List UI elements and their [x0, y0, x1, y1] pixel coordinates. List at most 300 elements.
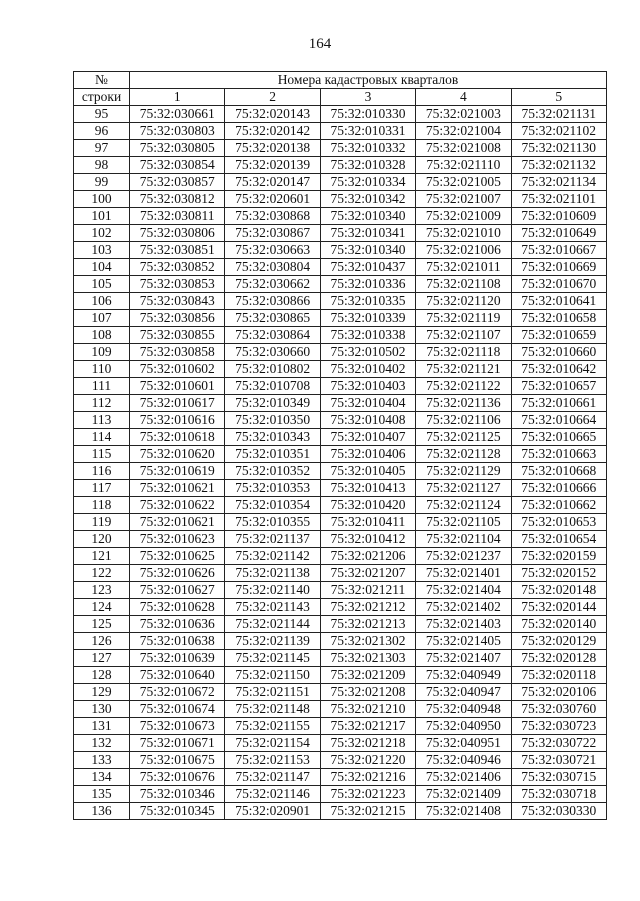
cadastral-number-cell: 75:32:010654	[511, 531, 606, 548]
table-row	[74, 276, 607, 293]
cadastral-number-cell: 75:32:010616	[130, 412, 225, 429]
cadastral-number-cell: 75:32:021154	[225, 735, 320, 752]
cadastral-number-cell: 75:32:021132	[511, 157, 606, 174]
cadastral-number-cell: 75:32:010642	[511, 361, 606, 378]
cadastral-number-cell: 75:32:030864	[225, 327, 320, 344]
cadastral-number-cell: 75:32:010328	[320, 157, 415, 174]
cadastral-number-cell: 75:32:021105	[416, 514, 511, 531]
cadastral-number-cell: 75:32:030858	[130, 344, 225, 361]
cadastral-number-cell: 75:32:030715	[511, 769, 606, 786]
cadastral-number-cell: 75:32:010403	[320, 378, 415, 395]
cadastral-number-cell: 75:32:021101	[511, 191, 606, 208]
cadastral-number-cell: 75:32:010342	[320, 191, 415, 208]
cadastral-number-cell: 75:32:030853	[130, 276, 225, 293]
row-number-cell: 123	[74, 582, 130, 599]
row-number-cell: 119	[74, 514, 130, 531]
row-number-cell: 108	[74, 327, 130, 344]
cadastral-number-cell: 75:32:010659	[511, 327, 606, 344]
cadastral-number-cell: 75:32:010621	[130, 514, 225, 531]
cadastral-number-cell: 75:32:021145	[225, 650, 320, 667]
cadastral-number-cell: 75:32:021104	[416, 531, 511, 548]
cadastral-number-cell: 75:32:010619	[130, 463, 225, 480]
cadastral-number-cell: 75:32:021409	[416, 786, 511, 803]
cadastral-number-cell: 75:32:010672	[130, 684, 225, 701]
row-number-cell: 101	[74, 208, 130, 225]
cadastral-number-cell: 75:32:020118	[511, 667, 606, 684]
cadastral-number-cell: 75:32:030843	[130, 293, 225, 310]
cadastral-number-cell: 75:32:021124	[416, 497, 511, 514]
cadastral-number-cell: 75:32:021136	[416, 395, 511, 412]
cadastral-number-cell: 75:32:021210	[320, 701, 415, 718]
row-number-cell: 114	[74, 429, 130, 446]
cadastral-number-cell: 75:32:010353	[225, 480, 320, 497]
cadastral-number-cell: 75:32:021404	[416, 582, 511, 599]
row-number-cell: 118	[74, 497, 130, 514]
table-row	[74, 565, 607, 582]
cadastral-number-cell: 75:32:010339	[320, 310, 415, 327]
cadastral-number-cell: 75:32:021148	[225, 701, 320, 718]
cadastral-number-cell: 75:32:020129	[511, 633, 606, 650]
row-number-cell: 100	[74, 191, 130, 208]
cadastral-number-cell: 75:32:021150	[225, 667, 320, 684]
cadastral-number-cell: 75:32:010349	[225, 395, 320, 412]
cadastral-number-cell: 75:32:010334	[320, 174, 415, 191]
table-row	[74, 548, 607, 565]
table-row	[74, 650, 607, 667]
row-number-cell: 96	[74, 123, 130, 140]
table-row	[74, 769, 607, 786]
cadastral-number-cell: 75:32:021403	[416, 616, 511, 633]
cadastral-number-cell: 75:32:010639	[130, 650, 225, 667]
cadastral-number-cell: 75:32:021127	[416, 480, 511, 497]
table-row	[74, 446, 607, 463]
cadastral-number-cell: 75:32:030662	[225, 276, 320, 293]
cadastral-number-cell: 75:32:020147	[225, 174, 320, 191]
column-header: 5	[511, 89, 606, 106]
cadastral-number-cell: 75:32:021407	[416, 650, 511, 667]
cadastral-number-cell: 75:32:010330	[320, 106, 415, 123]
table-row	[74, 242, 607, 259]
cadastral-number-cell: 75:32:030806	[130, 225, 225, 242]
cadastral-number-cell: 75:32:010622	[130, 497, 225, 514]
row-number-cell: 99	[74, 174, 130, 191]
row-number-cell: 134	[74, 769, 130, 786]
cadastral-number-cell: 75:32:010620	[130, 446, 225, 463]
row-number-cell: 107	[74, 310, 130, 327]
cadastral-number-cell: 75:32:030856	[130, 310, 225, 327]
cadastral-number-cell: 75:32:021144	[225, 616, 320, 633]
row-number-cell: 125	[74, 616, 130, 633]
cadastral-number-cell: 75:32:010674	[130, 701, 225, 718]
cadastral-number-cell: 75:32:021211	[320, 582, 415, 599]
table-row	[74, 157, 607, 174]
row-number-cell: 115	[74, 446, 130, 463]
cadastral-number-cell: 75:32:021406	[416, 769, 511, 786]
cadastral-number-cell: 75:32:021405	[416, 633, 511, 650]
table-row	[74, 582, 607, 599]
cadastral-number-cell: 75:32:030812	[130, 191, 225, 208]
cadastral-number-cell: 75:32:010671	[130, 735, 225, 752]
cadastral-number-cell: 75:32:030854	[130, 157, 225, 174]
table-row	[74, 293, 607, 310]
table-row	[74, 718, 607, 735]
row-number-cell: 103	[74, 242, 130, 259]
page-number: 164	[308, 36, 332, 52]
cadastral-number-cell: 75:32:021139	[225, 633, 320, 650]
cadastral-number-cell: 75:32:021303	[320, 650, 415, 667]
cadastral-number-cell: 75:32:010407	[320, 429, 415, 446]
row-number-cell: 104	[74, 259, 130, 276]
cadastral-number-cell: 75:32:030723	[511, 718, 606, 735]
cadastral-number-cell: 75:32:030718	[511, 786, 606, 803]
cadastral-number-cell: 75:32:021147	[225, 769, 320, 786]
cadastral-number-cell: 75:32:010649	[511, 225, 606, 242]
cadastral-number-cell: 75:32:010623	[130, 531, 225, 548]
cadastral-number-cell: 75:32:010404	[320, 395, 415, 412]
row-number-cell: 95	[74, 106, 130, 123]
cadastral-number-cell: 75:32:040950	[416, 718, 511, 735]
cadastral-number-cell: 75:32:030722	[511, 735, 606, 752]
cadastral-number-cell: 75:32:010335	[320, 293, 415, 310]
cadastral-number-cell: 75:32:010636	[130, 616, 225, 633]
table-row	[74, 140, 607, 157]
cadastral-number-cell: 75:32:010345	[130, 803, 225, 820]
row-number-cell: 131	[74, 718, 130, 735]
cadastral-number-cell: 75:32:021106	[416, 412, 511, 429]
cadastral-number-cell: 75:32:021206	[320, 548, 415, 565]
row-number-header: №	[74, 72, 130, 89]
cadastral-number-cell: 75:32:010657	[511, 378, 606, 395]
cadastral-number-cell: 75:32:030330	[511, 803, 606, 820]
cadastral-number-cell: 75:32:010609	[511, 208, 606, 225]
table-row	[74, 378, 607, 395]
row-number-cell: 109	[74, 344, 130, 361]
cadastral-number-cell: 75:32:021153	[225, 752, 320, 769]
cadastral-number-cell: 75:32:010658	[511, 310, 606, 327]
table-row	[74, 480, 607, 497]
cadastral-number-cell: 75:32:010341	[320, 225, 415, 242]
cadastral-number-cell: 75:32:030661	[130, 106, 225, 123]
table-row	[74, 429, 607, 446]
row-number-subheader: строки	[74, 89, 130, 106]
table-row	[74, 684, 607, 701]
row-number-cell: 106	[74, 293, 130, 310]
cadastral-number-cell: 75:32:021213	[320, 616, 415, 633]
table-row	[74, 803, 607, 820]
table-row	[74, 191, 607, 208]
cadastral-number-cell: 75:32:020159	[511, 548, 606, 565]
cadastral-number-cell: 75:32:010664	[511, 412, 606, 429]
row-number-cell: 112	[74, 395, 130, 412]
column-header: 2	[225, 89, 320, 106]
cadastral-number-cell: 75:32:010406	[320, 446, 415, 463]
cadastral-number-cell: 75:32:021151	[225, 684, 320, 701]
cadastral-number-cell: 75:32:010626	[130, 565, 225, 582]
row-number-cell: 113	[74, 412, 130, 429]
cadastral-number-cell: 75:32:030851	[130, 242, 225, 259]
cadastral-number-cell: 75:32:010802	[225, 361, 320, 378]
cadastral-number-cell: 75:32:030803	[130, 123, 225, 140]
cadastral-number-cell: 75:32:010352	[225, 463, 320, 480]
cadastral-number-cell: 75:32:010437	[320, 259, 415, 276]
table-row	[74, 463, 607, 480]
table-row	[74, 327, 607, 344]
cadastral-number-cell: 75:32:020142	[225, 123, 320, 140]
cadastral-number-cell: 75:32:010420	[320, 497, 415, 514]
cadastral-number-cell: 75:32:021212	[320, 599, 415, 616]
cadastral-number-cell: 75:32:020106	[511, 684, 606, 701]
cadastral-number-cell: 75:32:030867	[225, 225, 320, 242]
table-header-row	[74, 72, 607, 89]
cadastral-number-cell: 75:32:021138	[225, 565, 320, 582]
cadastral-number-cell: 75:32:010638	[130, 633, 225, 650]
cadastral-number-cell: 75:32:010355	[225, 514, 320, 531]
cadastral-number-cell: 75:32:010405	[320, 463, 415, 480]
cadastral-number-cell: 75:32:010673	[130, 718, 225, 735]
table-row	[74, 531, 607, 548]
cadastral-number-cell: 75:32:010354	[225, 497, 320, 514]
cadastral-number-cell: 75:32:021140	[225, 582, 320, 599]
cadastral-number-cell: 75:32:021005	[416, 174, 511, 191]
cadastral-number-cell: 75:32:010675	[130, 752, 225, 769]
table-row	[74, 752, 607, 769]
table-row	[74, 514, 607, 531]
cadastral-number-cell: 75:32:010667	[511, 242, 606, 259]
cadastral-number-cell: 75:32:021217	[320, 718, 415, 735]
cadastral-number-cell: 75:32:021003	[416, 106, 511, 123]
table-row	[74, 616, 607, 633]
cadastral-quarters-table	[73, 71, 607, 820]
row-number-cell: 105	[74, 276, 130, 293]
cadastral-number-cell: 75:32:010413	[320, 480, 415, 497]
cadastral-number-cell: 75:32:010708	[225, 378, 320, 395]
column-header: 3	[320, 89, 415, 106]
row-number-cell: 136	[74, 803, 130, 820]
cadastral-number-cell: 75:32:021004	[416, 123, 511, 140]
cadastral-number-cell: 75:32:021142	[225, 548, 320, 565]
table-row	[74, 599, 607, 616]
cadastral-number-cell: 75:32:021134	[511, 174, 606, 191]
table-row	[74, 735, 607, 752]
table-row	[74, 633, 607, 650]
cadastral-number-cell: 75:32:021237	[416, 548, 511, 565]
cadastral-number-cell: 75:32:030855	[130, 327, 225, 344]
cadastral-number-cell: 75:32:010408	[320, 412, 415, 429]
cadastral-number-cell: 75:32:020901	[225, 803, 320, 820]
cadastral-number-cell: 75:32:021118	[416, 344, 511, 361]
table-row	[74, 344, 607, 361]
cadastral-number-cell: 75:32:021102	[511, 123, 606, 140]
cadastral-number-cell: 75:32:010331	[320, 123, 415, 140]
cadastral-number-cell: 75:32:021137	[225, 531, 320, 548]
cadastral-number-cell: 75:32:020601	[225, 191, 320, 208]
table-row	[74, 225, 607, 242]
cadastral-number-cell: 75:32:021128	[416, 446, 511, 463]
row-number-cell: 130	[74, 701, 130, 718]
cadastral-number-cell: 75:32:030721	[511, 752, 606, 769]
row-number-cell: 117	[74, 480, 130, 497]
cadastral-number-cell: 75:32:030663	[225, 242, 320, 259]
cadastral-number-cell: 75:32:020140	[511, 616, 606, 633]
cadastral-number-cell: 75:32:010343	[225, 429, 320, 446]
cadastral-number-cell: 75:32:010676	[130, 769, 225, 786]
cadastral-number-cell: 75:32:010602	[130, 361, 225, 378]
cadastral-number-cell: 75:32:010653	[511, 514, 606, 531]
table-row	[74, 701, 607, 718]
table-row	[74, 497, 607, 514]
row-number-cell: 102	[74, 225, 130, 242]
cadastral-number-cell: 75:32:021143	[225, 599, 320, 616]
cadastral-number-cell: 75:32:021216	[320, 769, 415, 786]
row-number-cell: 129	[74, 684, 130, 701]
cadastral-number-cell: 75:32:010640	[130, 667, 225, 684]
row-number-cell: 116	[74, 463, 130, 480]
cadastral-number-cell: 75:32:010668	[511, 463, 606, 480]
cadastral-number-cell: 75:32:010351	[225, 446, 320, 463]
cadastral-number-cell: 75:32:010661	[511, 395, 606, 412]
table-row	[74, 208, 607, 225]
table-row	[74, 174, 607, 191]
cadastral-number-cell: 75:32:010617	[130, 395, 225, 412]
group-header: Номера кадастровых кварталов	[130, 72, 607, 89]
cadastral-number-cell: 75:32:030804	[225, 259, 320, 276]
cadastral-number-cell: 75:32:021125	[416, 429, 511, 446]
cadastral-number-cell: 75:32:021122	[416, 378, 511, 395]
cadastral-number-cell: 75:32:010662	[511, 497, 606, 514]
table-row	[74, 123, 607, 140]
row-number-cell: 128	[74, 667, 130, 684]
cadastral-number-cell: 75:32:010338	[320, 327, 415, 344]
cadastral-number-cell: 75:32:010663	[511, 446, 606, 463]
cadastral-number-cell: 75:32:040948	[416, 701, 511, 718]
table-row	[74, 310, 607, 327]
cadastral-number-cell: 75:32:010336	[320, 276, 415, 293]
row-number-cell: 124	[74, 599, 130, 616]
cadastral-number-cell: 75:32:010340	[320, 242, 415, 259]
row-number-cell: 111	[74, 378, 130, 395]
cadastral-number-cell: 75:32:021007	[416, 191, 511, 208]
cadastral-number-cell: 75:32:020128	[511, 650, 606, 667]
cadastral-number-cell: 75:32:021215	[320, 803, 415, 820]
cadastral-number-cell: 75:32:021107	[416, 327, 511, 344]
table-row	[74, 259, 607, 276]
cadastral-number-cell: 75:32:021008	[416, 140, 511, 157]
cadastral-number-cell: 75:32:021146	[225, 786, 320, 803]
cadastral-number-cell: 75:32:021401	[416, 565, 511, 582]
table-body	[74, 106, 607, 820]
cadastral-number-cell: 75:32:020143	[225, 106, 320, 123]
cadastral-number-cell: 75:32:021120	[416, 293, 511, 310]
cadastral-number-cell: 75:32:010660	[511, 344, 606, 361]
cadastral-number-cell: 75:32:030866	[225, 293, 320, 310]
cadastral-number-cell: 75:32:010340	[320, 208, 415, 225]
table-row	[74, 395, 607, 412]
row-number-cell: 126	[74, 633, 130, 650]
cadastral-number-cell: 75:32:021010	[416, 225, 511, 242]
cadastral-number-cell: 75:32:010621	[130, 480, 225, 497]
cadastral-number-cell: 75:32:030852	[130, 259, 225, 276]
cadastral-number-cell: 75:32:021408	[416, 803, 511, 820]
cadastral-number-cell: 75:32:040949	[416, 667, 511, 684]
cadastral-number-cell: 75:32:020138	[225, 140, 320, 157]
cadastral-number-cell: 75:32:021006	[416, 242, 511, 259]
cadastral-number-cell: 75:32:021119	[416, 310, 511, 327]
cadastral-number-cell: 75:32:010665	[511, 429, 606, 446]
cadastral-number-cell: 75:32:021131	[511, 106, 606, 123]
cadastral-number-cell: 75:32:040947	[416, 684, 511, 701]
cadastral-number-cell: 75:32:010670	[511, 276, 606, 293]
cadastral-number-cell: 75:32:010332	[320, 140, 415, 157]
row-number-cell: 120	[74, 531, 130, 548]
cadastral-number-cell: 75:32:021220	[320, 752, 415, 769]
cadastral-number-cell: 75:32:030805	[130, 140, 225, 157]
cadastral-number-cell: 75:32:010412	[320, 531, 415, 548]
cadastral-number-cell: 75:32:030857	[130, 174, 225, 191]
cadastral-number-cell: 75:32:021110	[416, 157, 511, 174]
cadastral-number-cell: 75:32:010346	[130, 786, 225, 803]
cadastral-number-cell: 75:32:021009	[416, 208, 511, 225]
cadastral-number-cell: 75:32:020148	[511, 582, 606, 599]
row-number-cell: 135	[74, 786, 130, 803]
cadastral-number-cell: 75:32:021011	[416, 259, 511, 276]
row-number-cell: 122	[74, 565, 130, 582]
cadastral-number-cell: 75:32:021129	[416, 463, 511, 480]
cadastral-number-cell: 75:32:030811	[130, 208, 225, 225]
cadastral-number-cell: 75:32:010669	[511, 259, 606, 276]
cadastral-number-cell: 75:32:021130	[511, 140, 606, 157]
cadastral-number-cell: 75:32:010502	[320, 344, 415, 361]
cadastral-number-cell: 75:32:020144	[511, 599, 606, 616]
row-number-cell: 127	[74, 650, 130, 667]
cadastral-number-cell: 75:32:021207	[320, 565, 415, 582]
row-number-cell: 98	[74, 157, 130, 174]
table-row	[74, 786, 607, 803]
cadastral-number-cell: 75:32:030865	[225, 310, 320, 327]
cadastral-number-cell: 75:32:010628	[130, 599, 225, 616]
table-row	[74, 106, 607, 123]
cadastral-number-cell: 75:32:040946	[416, 752, 511, 769]
cadastral-number-cell: 75:32:030760	[511, 701, 606, 718]
cadastral-number-cell: 75:32:010350	[225, 412, 320, 429]
cadastral-number-cell: 75:32:021121	[416, 361, 511, 378]
cadastral-number-cell: 75:32:010601	[130, 378, 225, 395]
row-number-cell: 97	[74, 140, 130, 157]
cadastral-number-cell: 75:32:021155	[225, 718, 320, 735]
row-number-cell: 132	[74, 735, 130, 752]
cadastral-number-cell: 75:32:021209	[320, 667, 415, 684]
cadastral-number-cell: 75:32:040951	[416, 735, 511, 752]
cadastral-number-cell: 75:32:020152	[511, 565, 606, 582]
cadastral-number-cell: 75:32:010625	[130, 548, 225, 565]
table-subheader-row	[74, 89, 607, 106]
cadastral-number-cell: 75:32:021402	[416, 599, 511, 616]
cadastral-number-cell: 75:32:021218	[320, 735, 415, 752]
table-row	[74, 361, 607, 378]
cadastral-number-cell: 75:32:010411	[320, 514, 415, 531]
cadastral-number-cell: 75:32:030868	[225, 208, 320, 225]
cadastral-number-cell: 75:32:021108	[416, 276, 511, 293]
column-header: 4	[416, 89, 511, 106]
cadastral-number-cell: 75:32:021208	[320, 684, 415, 701]
cadastral-number-cell: 75:32:010641	[511, 293, 606, 310]
row-number-cell: 110	[74, 361, 130, 378]
cadastral-number-cell: 75:32:010666	[511, 480, 606, 497]
row-number-cell: 121	[74, 548, 130, 565]
column-header: 1	[130, 89, 225, 106]
cadastral-number-cell: 75:32:010402	[320, 361, 415, 378]
cadastral-number-cell: 75:32:020139	[225, 157, 320, 174]
cadastral-number-cell: 75:32:021223	[320, 786, 415, 803]
